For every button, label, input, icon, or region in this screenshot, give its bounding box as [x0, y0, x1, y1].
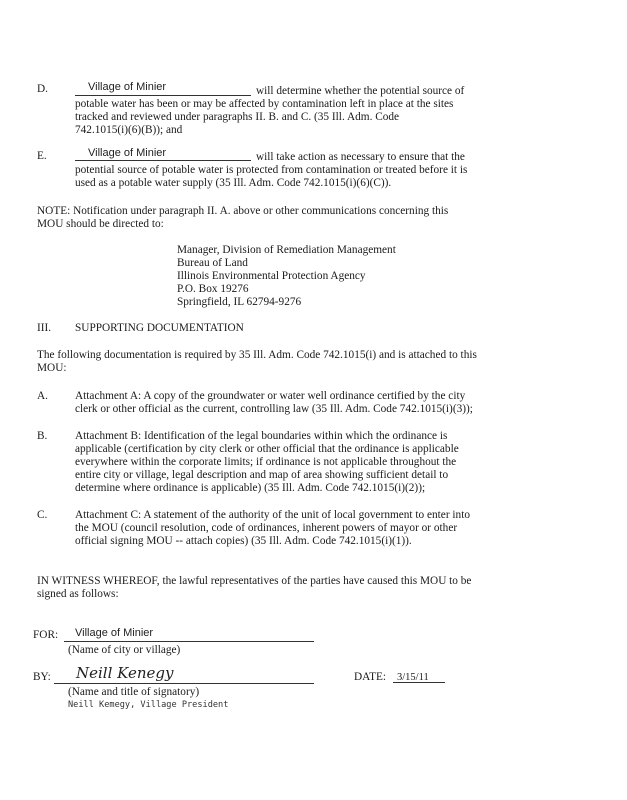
section-e-letter: E.	[37, 150, 47, 162]
attachment-c-line: the MOU (council resolution, code of ordinances, inherent powers of mayor or other	[75, 522, 458, 534]
attachment-c-letter: C.	[37, 509, 48, 521]
for-underline	[64, 641, 314, 642]
attachment-b-line: everywhere within the corporate limits; if ordinance is not applicable throughout the	[75, 456, 457, 468]
address-line: Illinois Environmental Protection Agency	[177, 270, 366, 282]
for-caption: (Name of city or village)	[68, 644, 181, 656]
section-d-line4: 742.1015(i)(6)(B)); and	[75, 124, 183, 136]
section-d-line1: will determine whether the potential source of	[256, 85, 465, 97]
intro-line1: The following documentation is required by 35 Ill. Adm. Code 742.1015(i) and is attached to this	[37, 349, 477, 361]
for-value: Village of Minier	[75, 627, 154, 639]
by-underline	[54, 683, 314, 684]
section-d-line3: tracked and reviewed under paragraphs II. B. and C. (35 Ill. Adm. Code	[75, 111, 400, 123]
note-line2: MOU should be directed to:	[37, 218, 164, 230]
attachment-b-letter: B.	[37, 430, 48, 442]
attachment-b-line: applicable (certification by city clerk or other official that the ordinance is applicable	[75, 443, 459, 455]
address-line: Springfield, IL 62794-9276	[177, 296, 302, 308]
address-line: Bureau of Land	[177, 257, 248, 269]
address-line: Manager, Division of Remediation Management	[177, 244, 396, 256]
signature: Neill Kenegy	[76, 664, 174, 682]
section-e-line2: potential source of potable water is protected from contamination or treated before it is	[75, 164, 468, 176]
note-line1: NOTE: Notification under paragraph II. A. above or other communications concerning this	[37, 205, 449, 217]
attachment-a-letter: A.	[37, 390, 48, 402]
section-d-line2: potable water has been or may be affected by contamination left in place at the sites	[75, 98, 454, 110]
date-value: 3/15/11	[397, 672, 429, 683]
section-iii-heading: SUPPORTING DOCUMENTATION	[75, 322, 244, 334]
section-d-underline	[75, 95, 251, 96]
attachment-b-line: determine where ordinance is applicable) (35 Ill. Adm. Code 742.1015(i)(2));	[75, 482, 426, 494]
witness-line1: IN WITNESS WHEREOF, the lawful representatives of the parties have caused this MOU to be	[37, 575, 472, 587]
attachment-b-line: entire city or village, legal description and map of area showing sufficient detail to	[75, 469, 449, 481]
address-line: P.O. Box 19276	[177, 283, 249, 295]
section-e-fill: Village of Minier	[88, 147, 167, 159]
typed-name: Neill Kemegy, Village President	[68, 700, 229, 710]
section-e-line1: will take action as necessary to ensure that the	[256, 151, 465, 163]
section-d-fill: Village of Minier	[88, 81, 167, 93]
attachment-c-line: official signing MOU -- attach copies) (35 Ill. Adm. Code 742.1015(i)(1)).	[75, 535, 412, 547]
section-e-line3: used as a potable water supply (35 Ill. Adm. Code 742.1015(i)(6)(C)).	[75, 177, 392, 189]
by-label: BY:	[33, 671, 51, 683]
attachment-c-line: Attachment C: A statement of the authority of the unit of local government to enter into	[75, 509, 470, 521]
attachment-a-line: clerk or other official as the current, controlling law (35 Ill. Adm. Code 742.1015(i)(3));	[75, 403, 473, 415]
by-caption: (Name and title of signatory)	[68, 686, 200, 698]
attachment-b-line: Attachment B: Identification of the legal boundaries within which the ordinance is	[75, 430, 448, 442]
witness-line2: signed as follows:	[37, 588, 119, 600]
for-label: FOR:	[33, 629, 59, 641]
section-e-underline	[75, 160, 251, 161]
section-iii-numeral: III.	[37, 322, 52, 334]
intro-line2: MOU:	[37, 362, 67, 374]
attachment-a-line: Attachment A: A copy of the groundwater or water well ordinance certified by the city	[75, 390, 466, 402]
section-d-letter: D.	[37, 83, 48, 95]
date-label: DATE:	[354, 671, 387, 683]
